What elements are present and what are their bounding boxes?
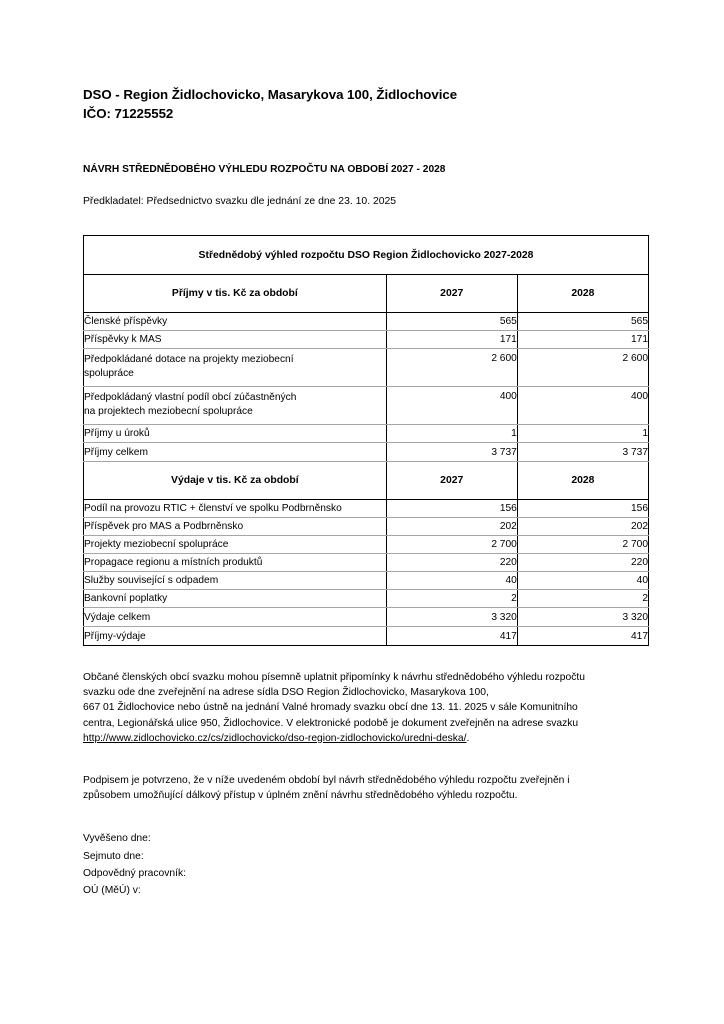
row-value-2028: 3 737 (517, 443, 648, 462)
row-value-2027: 2 700 (386, 536, 517, 554)
presenter-line: Předkladatel: Předsednictvo svazku dle jednání ze dne 23. 10. 2025 (83, 196, 397, 207)
row-label (84, 387, 387, 425)
row-value-2028: 202 (517, 518, 648, 536)
budget-outlook-table (83, 235, 649, 646)
row-label: Výdaje celkem (84, 608, 387, 627)
row-label: Bankovní poplatky (84, 590, 387, 608)
row-value-2028: 2 600 (517, 349, 648, 387)
balance-row (84, 627, 649, 646)
responsible-person-label: Odpovědný pracovník: (83, 867, 187, 879)
signature-statement-paragraph (83, 746, 649, 803)
row-value-2028: 400 (517, 387, 648, 425)
notice-line-1: Občané členských obcí svazku mohou písemně uplatnit připomínky k návrhu střednědobého výhledu rozpočtu (83, 672, 585, 683)
income-header-row (84, 275, 649, 313)
row-value-2028: 3 320 (517, 608, 648, 627)
notice-line-3: 667 01 Židlochovice nebo ústně na jednání Valné hromady svazku obcí dne 13. 11. 2025 v sále Komunitního (83, 702, 578, 714)
row-value-2028: 565 (517, 313, 648, 331)
ico-line: IČO: 71225552 (83, 105, 174, 121)
income-header-year-2027: 2027 (386, 275, 517, 313)
signature-fields (83, 803, 649, 899)
row-label: Příjmy-výdaje (84, 627, 387, 646)
row-value-2027: 565 (386, 313, 517, 331)
table-title-row (84, 236, 649, 275)
signature-line-1: Podpisem je potvrzeno, že v níže uvedeném období byl návrh střednědobého výhledu rozpočtu zveřejněn i (83, 775, 570, 787)
row-value-2028: 171 (517, 331, 648, 349)
row-label: Příjmy celkem (84, 443, 387, 462)
removed-date-label: Sejmuto dne: (83, 850, 144, 862)
row-label (84, 349, 387, 387)
row-value-2028: 220 (517, 554, 648, 572)
posted-date-label: Vyvěšeno dne: (83, 833, 151, 845)
row-value-2027: 156 (386, 500, 517, 518)
row-value-2027: 40 (386, 572, 517, 590)
row-value-2027: 202 (386, 518, 517, 536)
table-row (84, 313, 649, 331)
office-label: OÚ (MěÚ) v: (83, 885, 141, 897)
row-value-2027: 2 600 (386, 349, 517, 387)
row-label: Služby související s odpadem (84, 572, 387, 590)
expense-header-year-2027: 2027 (386, 462, 517, 500)
income-total-row (84, 443, 649, 462)
row-value-2028: 156 (517, 500, 648, 518)
notice-line-2: svazku ode dne zveřejnění na adrese sídla DSO Region Židlochovicko, Masarykova 100, (83, 687, 489, 699)
table-row (84, 536, 649, 554)
income-header-label: Příjmy v tis. Kč za období (84, 275, 387, 313)
row-label: Projekty meziobecní spolupráce (84, 536, 387, 554)
row-value-2027: 3 320 (386, 608, 517, 627)
notice-line-4: centra, Legionářská ulice 950, Židlochovice. V elektronické podobě je dokument zveřejněn na adrese svazku (83, 717, 579, 729)
row-label: Příspěvek pro MAS a Podbrněnsko (84, 518, 387, 536)
table-row (84, 590, 649, 608)
row-label: Příjmy u úroků (84, 425, 387, 443)
row-label: Podíl na provozu RTIC + členství ve spolku Podbrněnsko (84, 500, 387, 518)
table-row (84, 331, 649, 349)
url-period: . (466, 732, 470, 744)
row-value-2027: 417 (386, 627, 517, 646)
income-header-year-2028: 2028 (517, 275, 648, 313)
row-label-line2: spolupráce (84, 368, 134, 379)
table-title: Střednědobý výhled rozpočtu DSO Region Židlochovicko 2027-2028 (84, 236, 649, 275)
expense-header-row (84, 462, 649, 500)
row-value-2027: 400 (386, 387, 517, 425)
document-subtitle: NÁVRH STŘEDNĚDOBÉHO VÝHLEDU ROZPOČTU NA OBDOBÍ 2027 - 2028 (83, 164, 446, 175)
row-label: Propagace regionu a místních produktů (84, 554, 387, 572)
table-row (84, 572, 649, 590)
row-value-2027: 171 (386, 331, 517, 349)
organization-line: DSO - Region Židlochovicko, Masarykova 100, Židlochovice (83, 87, 458, 102)
document-content (83, 86, 649, 899)
row-label: Členské příspěvky (84, 313, 387, 331)
row-value-2028: 2 700 (517, 536, 648, 554)
row-value-2027: 2 (386, 590, 517, 608)
row-value-2028: 1 (517, 425, 648, 443)
table-row (84, 500, 649, 518)
row-value-2028: 2 (517, 590, 648, 608)
row-label: Příspěvky k MAS (84, 331, 387, 349)
signature-line-2: způsobem umožňující dálkový přístup v úplném znění návrhu střednědobého výhledu rozpočtu. (83, 790, 518, 802)
row-label-line1: Předpokládané dotace na projekty meziobecní (84, 354, 294, 365)
expense-header-label: Výdaje v tis. Kč za období (84, 462, 387, 500)
row-value-2028: 40 (517, 572, 648, 590)
notice-url-row (83, 731, 649, 746)
table-row (84, 425, 649, 443)
table-row (84, 387, 649, 425)
table-row (84, 349, 649, 387)
table-row (84, 518, 649, 536)
expense-header-year-2028: 2028 (517, 462, 648, 500)
expense-total-row (84, 608, 649, 627)
row-value-2027: 220 (386, 554, 517, 572)
table-row (84, 554, 649, 572)
row-value-2028: 417 (517, 627, 648, 646)
row-label-line2: na projektech meziobecní spolupráce (84, 406, 253, 417)
row-value-2027: 3 737 (386, 443, 517, 462)
page-title (83, 86, 649, 123)
public-notice-paragraph (83, 646, 649, 746)
uredni-deska-link[interactable]: http://www.zidlochovicko.cz/cs/zidlochovicko/dso-region-zidlochovicko/uredni-deska/ (83, 732, 467, 744)
row-label-line1: Předpokládaný vlastní podíl obcí zúčastněných (84, 392, 297, 403)
row-value-2027: 1 (386, 425, 517, 443)
